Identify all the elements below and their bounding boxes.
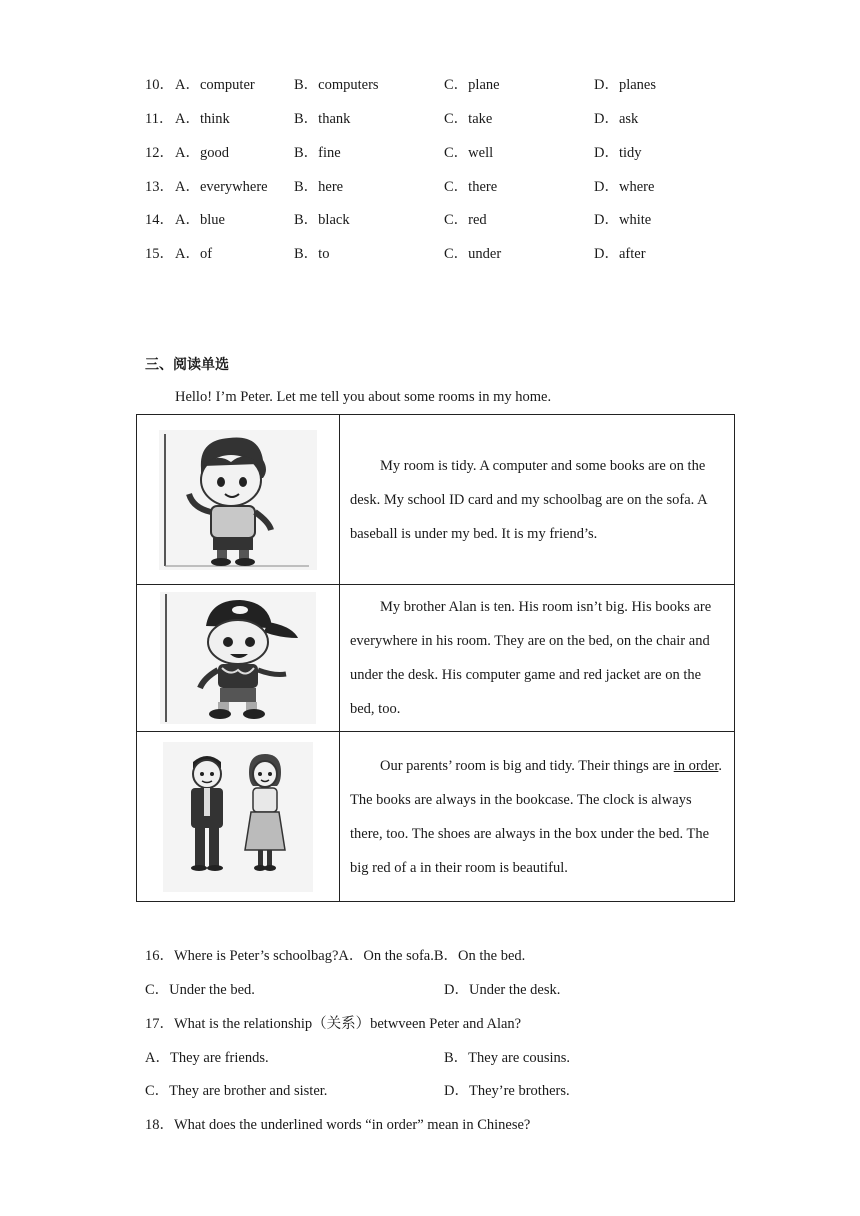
option-a: A．of <box>175 246 213 262</box>
option-c: C．plane <box>444 77 500 93</box>
option-a: A．blue <box>175 212 225 228</box>
picture-cell <box>137 415 340 585</box>
question-17: 17．What is the relationship（关系）betwveen Peter and Alan? <box>145 1016 522 1032</box>
passage-peter-room <box>340 415 735 585</box>
table-row <box>137 415 735 585</box>
boy-alan-illustration <box>160 592 316 724</box>
choice-number: 10． <box>145 77 174 93</box>
option-c: C．red <box>444 212 487 228</box>
reading-table <box>136 414 735 902</box>
passage-text <box>350 749 726 885</box>
passage-alan-room <box>340 585 735 732</box>
option-b: B．thank <box>294 111 351 127</box>
question-16-option-c: C．Under the bed. <box>145 982 255 998</box>
passage-text: My room is tidy. A computer and some books are on the desk. My school ID card and my schoolbag are on the sofa. A baseball is under my bed. It is my friend’s. <box>350 457 707 542</box>
option-d: D．planes <box>594 77 657 93</box>
option-c: C．under <box>444 246 502 262</box>
option-c: C．there <box>444 179 498 195</box>
choice-number: 15． <box>145 246 174 262</box>
option-c: C．take <box>444 111 493 127</box>
choice-number: 12． <box>145 145 174 161</box>
option-c: C．well <box>444 145 494 161</box>
option-b: B．fine <box>294 145 341 161</box>
table-row <box>137 732 735 902</box>
question-17-option-c: C．They are brother and sister. <box>145 1083 328 1099</box>
option-d: D．ask <box>594 111 639 127</box>
section-title: 三、阅读单选 <box>145 357 229 373</box>
option-d: D．after <box>594 246 646 262</box>
underlined-phrase: in order <box>673 757 719 774</box>
passage-text-part: . The books are always in the bookcase. The clock is always there, too. The shoes are always in the box under the bed. The big red of a in their room is beautiful. <box>350 757 723 876</box>
option-b: B．computers <box>294 77 379 93</box>
picture-cell <box>137 732 340 902</box>
parents-illustration <box>163 742 313 892</box>
choice-number: 13． <box>145 179 174 195</box>
option-d: D．where <box>594 179 655 195</box>
option-b: B．to <box>294 246 330 262</box>
option-d: D．white <box>594 212 652 228</box>
passage-parents-room <box>340 732 735 902</box>
option-b: B．here <box>294 179 344 195</box>
option-a: A．think <box>175 111 230 127</box>
question-17-option-a: A．They are friends. <box>145 1050 269 1066</box>
passage-text-part: Our parents’ room is big and tidy. Their things are <box>380 757 674 774</box>
choice-number: 11． <box>145 111 174 127</box>
picture-cell <box>137 585 340 732</box>
boy-peter-illustration <box>159 430 317 570</box>
passage-text: My brother Alan is ten. His room isn’t big. His books are everywhere in his room. They are on the bed, on the chair and under the desk. His computer game and red jacket are on the bed, too. <box>350 599 712 717</box>
choice-number: 14． <box>145 212 174 228</box>
table-row <box>137 585 735 732</box>
option-a: A．computer <box>175 77 255 93</box>
option-a: A．good <box>175 145 229 161</box>
reading-intro: Hello! I’m Peter. Let me tell you about some rooms in my home. <box>175 389 552 405</box>
question-17-option-b: B．They are cousins. <box>444 1050 571 1066</box>
question-18: 18．What does the underlined words “in order” mean in Chinese? <box>145 1117 531 1133</box>
option-d: D．tidy <box>594 145 642 161</box>
option-b: B．black <box>294 212 350 228</box>
question-16-option-d: D．Under the desk. <box>444 982 561 998</box>
option-a: A．everywhere <box>175 179 268 195</box>
question-16: 16．Where is Peter’s schoolbag?A．On the sofa.B．On the bed. <box>145 948 526 964</box>
question-17-option-d: D．They’re brothers. <box>444 1083 570 1099</box>
